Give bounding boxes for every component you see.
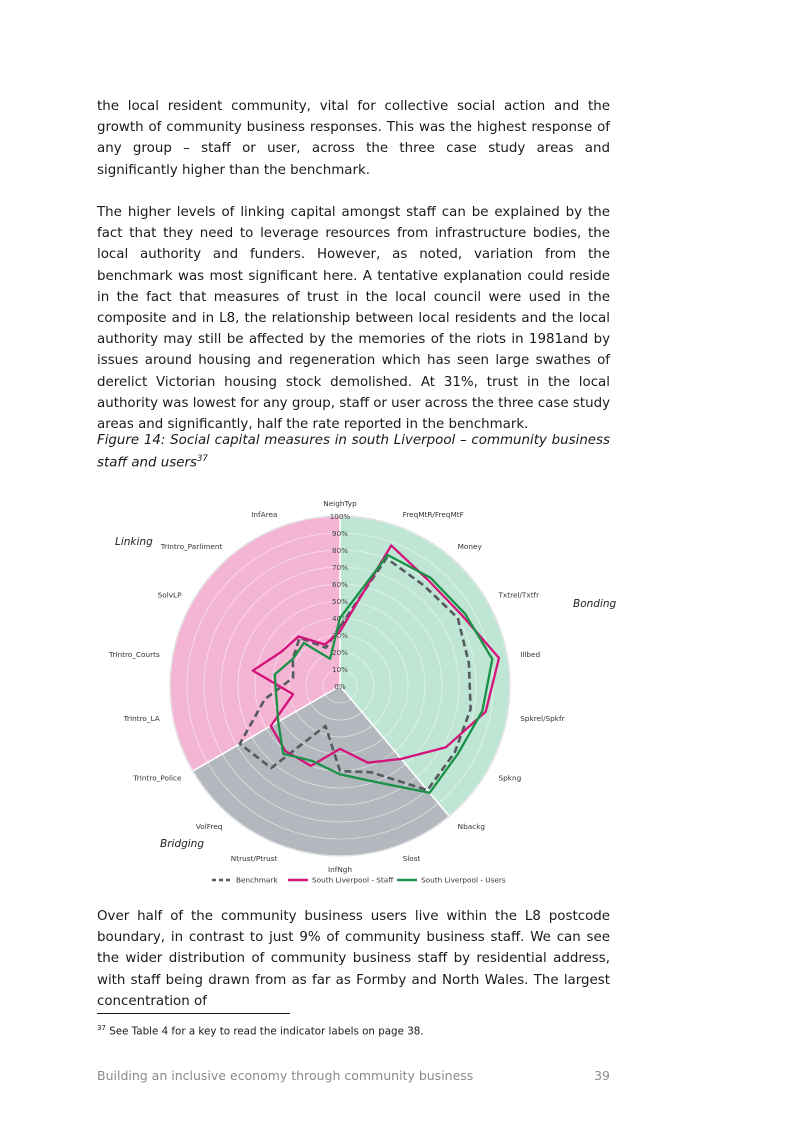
axis-label: Money: [457, 541, 482, 551]
footnote-reference: 37: [197, 454, 208, 464]
radial-tick-label: 40%: [332, 614, 348, 623]
legend-label: South Liverpool - Staff: [312, 875, 394, 885]
axis-label: Nbackg: [457, 822, 486, 832]
page-number: 39: [594, 1068, 610, 1083]
radar-chart: [90, 490, 630, 900]
legend-label: Benchmark: [236, 875, 278, 885]
axis-label: VolFreq: [195, 822, 223, 832]
axis-label: FreqMtR/FreqMtF: [402, 510, 464, 520]
axis-label: TrIntro_Police: [133, 773, 182, 783]
axis-label: SolvLP: [157, 590, 182, 600]
radial-tick-label: 30%: [332, 631, 348, 640]
footnote-marker: 37: [97, 1024, 106, 1032]
radial-tick-label: 60%: [332, 580, 348, 589]
axis-label: InfArea: [251, 510, 278, 520]
group-label: Bridging: [160, 838, 205, 850]
body-paragraph-3: Over half of the community business users live within the L8 postcode boundary, in contrast to just 9% of community business staff. We can see the wider distribution of community business staff by residential address, with staff being drawn from as far as Formby and North Wales. The largest concentration of: [97, 909, 610, 1009]
axis-label: Ntrust/Ptrust: [230, 853, 278, 863]
radial-tick-label: 20%: [332, 648, 348, 657]
footnote-text: See Table 4 for a key to read the indicator labels on page 38.: [109, 1025, 424, 1038]
axis-label: TrIntro_Parliment: [160, 541, 223, 551]
group-label: Bonding: [573, 598, 617, 610]
footnote: [97, 1021, 424, 1038]
footnote-separator: [97, 1013, 290, 1014]
footer-title: Building an inclusive economy through community business: [97, 1068, 474, 1083]
radial-tick-label: 0%: [334, 682, 346, 691]
axis-label: TrIntro_Courts: [108, 650, 160, 660]
radial-tick-label: 50%: [332, 597, 348, 606]
axis-label: InfNgh: [327, 865, 353, 874]
radial-tick-label: 100%: [329, 512, 351, 521]
group-label: Linking: [115, 536, 153, 548]
radial-tick-label: 90%: [332, 529, 348, 538]
axis-label: Illbed: [520, 650, 541, 660]
radial-tick-label: 70%: [332, 563, 348, 572]
figure-caption-text: Figure 14: Social capital measures in south Liverpool – community business staff and users: [97, 433, 610, 471]
axis-label: TrIntro_LA: [123, 713, 160, 723]
axis-label: Slost: [402, 853, 421, 863]
axis-label: Spkrel/Spkfr: [520, 713, 565, 723]
body-paragraph-2: The higher levels of linking capital amongst staff can be explained by the fact that they need to leverage resources from infrastructure bodies, the local authority and funders. However, as noted, variation from the benchmark was most significant here. A tentative explanation could reside in the fact that measures of trust in the local council were used in the composite and in L8, the relationship between local residents and the local authority may still be affected by the memories of the riots in 1981and by issues around housing and regeneration which has seen large swathes of derelict Victorian housing stock demolished. At 31%, trust in the local authority was lowest for any group, staff or user across the three case study areas and significantly, half the rate reported in the benchmark.: [97, 205, 610, 433]
figure-caption: [97, 431, 610, 472]
radial-tick-label: 10%: [332, 665, 348, 674]
body-paragraph-1: the local resident community, vital for collective social action and the growth of community business responses. This was the highest response of any group – staff or user, across the three case study areas and significantly higher than the benchmark.: [97, 99, 610, 178]
axis-label: NeighTyp: [323, 499, 357, 508]
radial-tick-label: 80%: [332, 546, 348, 555]
axis-label: Spkng: [498, 773, 522, 783]
axis-label: Txtrel/Txtfr: [498, 590, 540, 600]
legend-label: South Liverpool - Users: [421, 875, 506, 885]
